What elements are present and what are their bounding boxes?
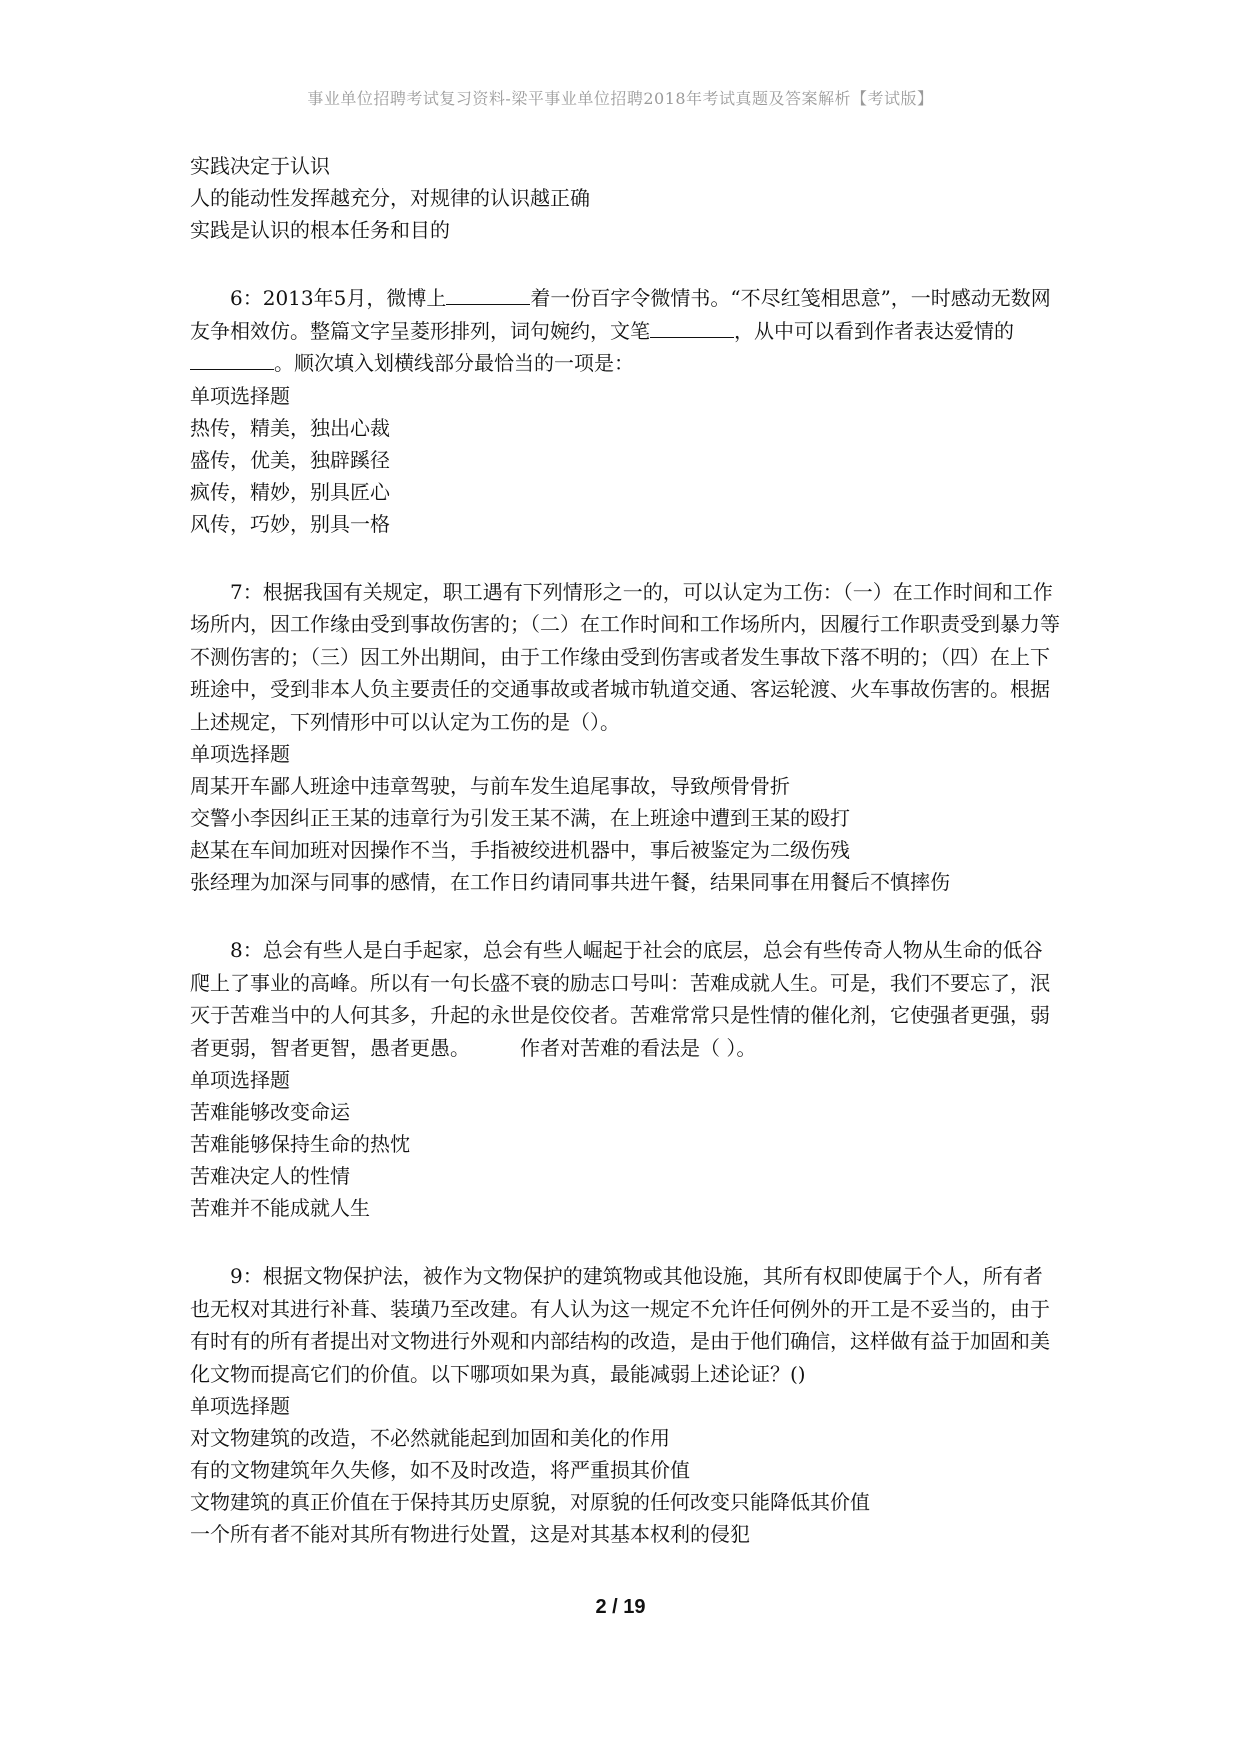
option: 苦难决定人的性情 bbox=[190, 1164, 350, 1188]
question-type-label: 单项选择题 bbox=[190, 742, 290, 766]
option: 苦难能够改变命运 bbox=[190, 1100, 350, 1124]
option: 苦难能够保持生命的热忱 bbox=[190, 1132, 410, 1156]
page-content bbox=[190, 150, 1060, 1550]
page-header: 事业单位招聘考试复习资料-梁平事业单位招聘2018年考试真题及答案解析【考试版】 bbox=[307, 89, 934, 108]
fill-blank bbox=[446, 286, 530, 305]
option: 赵某在车间加班对因操作不当，手指被绞进机器中，事后被鉴定为二级伤残 bbox=[190, 838, 850, 862]
option: 风传，巧妙，别具一格 bbox=[190, 511, 390, 536]
question-type-label: 单项选择题 bbox=[190, 1394, 290, 1418]
fill-blank bbox=[190, 351, 274, 370]
option: 对文物建筑的改造，不必然就能起到加固和美化的作用 bbox=[190, 1426, 670, 1450]
question-6-stem: 6：2013年5月，微博上 着一份百字令微情书。“不尽红笺相思意”，一时感动无数网友争相效仿。整篇文字呈菱形排列，词句婉约，文笔 ，从中可以看到作者表达爱情的。顺次填入划横线部分最恰当的一项是： bbox=[190, 286, 1051, 375]
option: 交警小李因纠正王某的违章行为引发王某不满，在上班途中遭到王某的殴打 bbox=[190, 806, 850, 830]
option: 盛传，优美，独辟蹊径 bbox=[190, 447, 390, 472]
option: 苦难并不能成就人生 bbox=[190, 1196, 370, 1220]
option: 有的文物建筑年久失修，如不及时改造，将严重损其价值 bbox=[190, 1458, 690, 1482]
option: 一个所有者不能对其所有物进行处置，这是对其基本权利的侵犯 bbox=[190, 1522, 750, 1546]
fill-blank bbox=[650, 319, 734, 338]
option: 实践决定于认识 bbox=[190, 154, 330, 178]
question-7-stem: 7：根据我国有关规定，职工遇有下列情形之一的，可以认定为工伤：（一）在工作时间和工作场所内，因工作缘由受到事故伤害的；（二）在工作时间和工作场所内，因履行工作职责受到暴力等不测伤害的；（三）因工外出期间，由于工作缘由受到伤害或者发生事故下落不明的；（四）在上下班途中，受到非本人负主要责任的交通事故或者城市轨道交通、客运轮渡、火车事故伤害的。根据上述规定，下列情形中可以认定为工伤的是（）。 bbox=[190, 579, 1060, 734]
question-type-label: 单项选择题 bbox=[190, 1068, 290, 1092]
question-type-label: 单项选择题 bbox=[190, 383, 290, 408]
option: 实践是认识的根本任务和目的 bbox=[190, 218, 450, 242]
option: 张经理为加深与同事的感情，在工作日约请同事共进午餐，结果同事在用餐后不慎摔伤 bbox=[190, 870, 950, 894]
option: 热传，精美，独出心裁 bbox=[190, 415, 390, 440]
option: 疯传，精妙，别具匠心 bbox=[190, 479, 390, 504]
question-8-stem: 8：总会有些人是白手起家，总会有些人崛起于社会的底层，总会有些传奇人物从生命的低谷爬上了事业的高峰。所以有一句长盛不衰的励志口号叫：苦难成就人生。可是，我们不要忘了，泯灭于苦难当中的人何其多，升起的永世是佼佼者。苦难常常只是性情的催化剂，它使强者更强，弱者更弱，智者更智，愚者更愚。 作者对苦难的看法是（ ）。 bbox=[190, 938, 1050, 1060]
option: 文物建筑的真正价值在于保持其历史原貌，对原貌的任何改变只能降低其价值 bbox=[190, 1490, 870, 1514]
question-9-stem: 9：根据文物保护法，被作为文物保护的建筑物或其他设施，其所有权即使属于个人，所有者也无权对其进行补葺、装璜乃至改建。有人认为这一规定不允许任何例外的开工是不妥当的，由于有时有的所有者提出对文物进行外观和内部结构的改造，是由于他们确信，这样做有益于加固和美化文物而提高它们的价值。以下哪项如果为真，最能减弱上述论证？() bbox=[190, 1264, 1050, 1386]
option: 周某开车鄙人班途中违章驾驶，与前车发生追尾事故，导致颅骨骨折 bbox=[190, 774, 790, 798]
page-number: 2 / 19 bbox=[595, 1596, 646, 1618]
option: 人的能动性发挥越充分，对规律的认识越正确 bbox=[190, 186, 590, 210]
